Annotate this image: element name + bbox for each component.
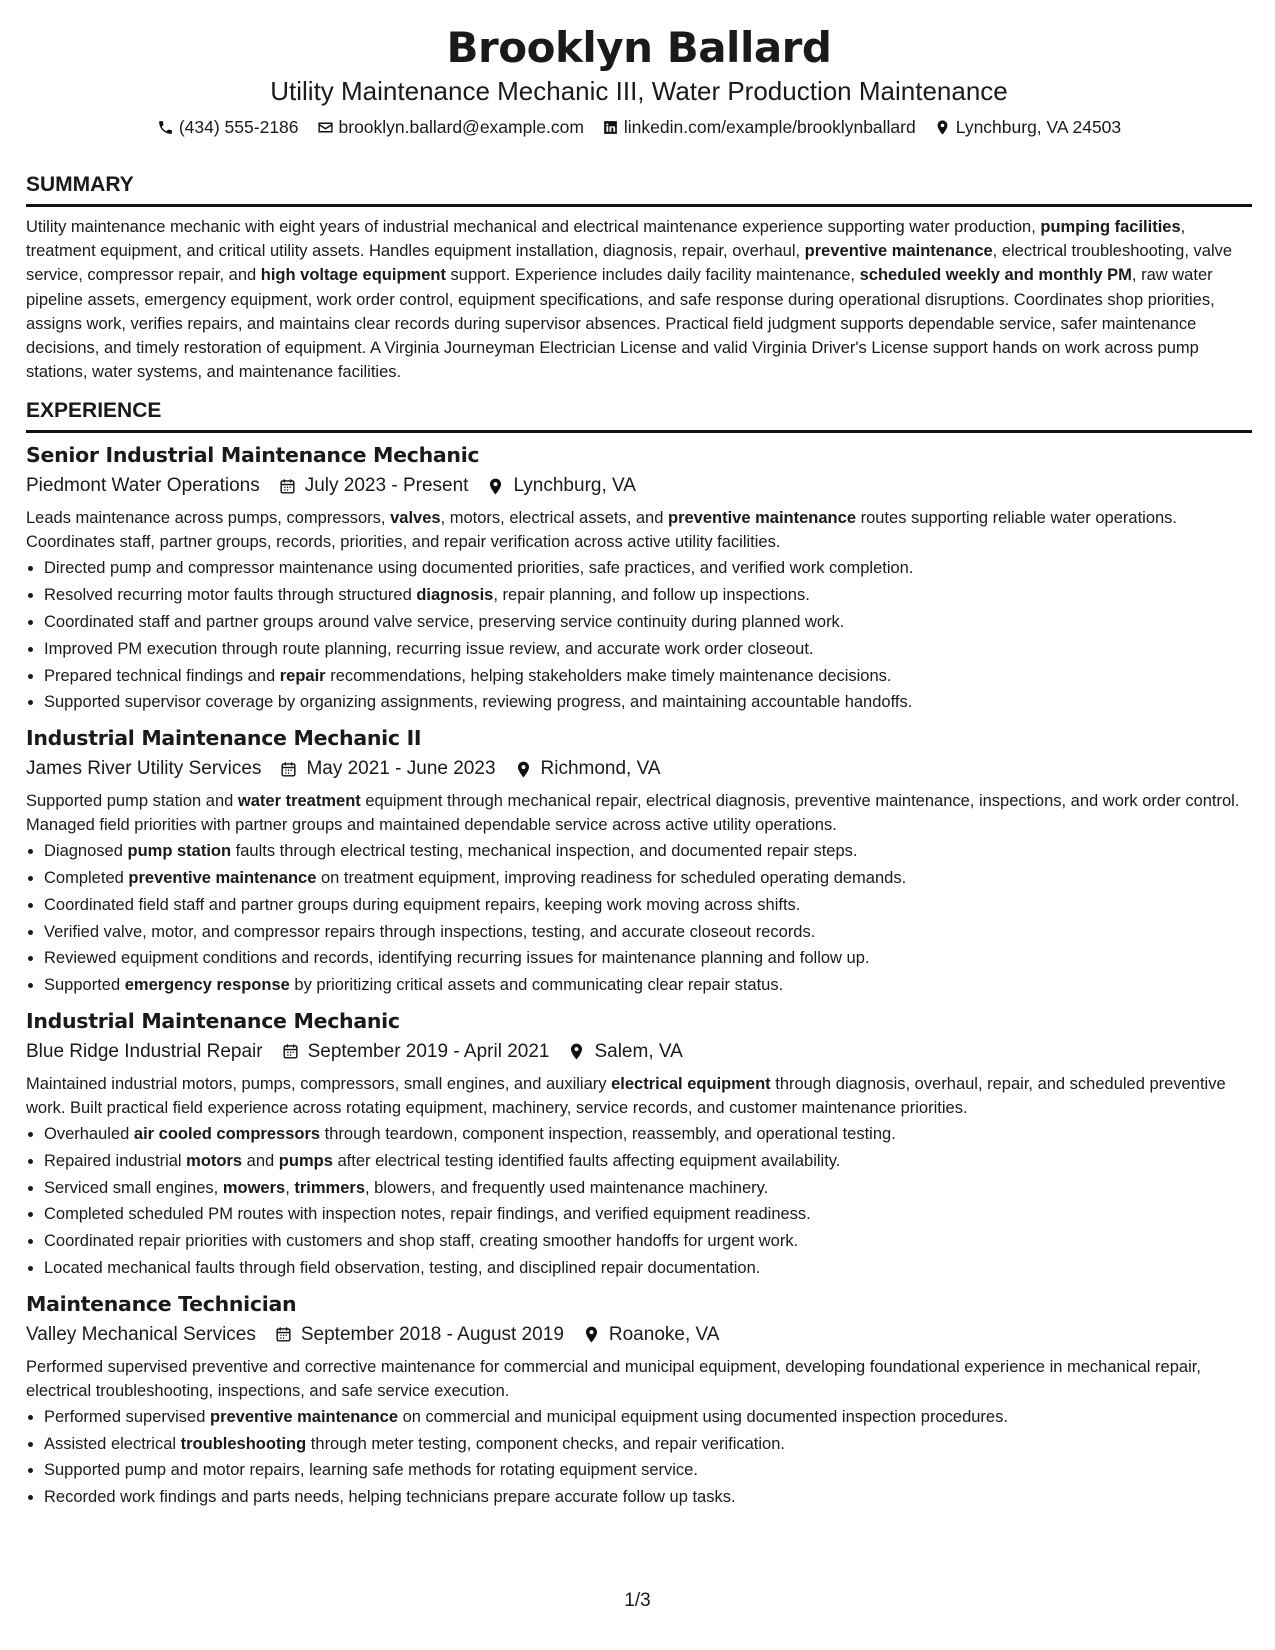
candidate-title: Utility Maintenance Mechanic III, Water Production Maintenance (270, 76, 1008, 106)
job-entry (26, 1290, 1252, 1511)
job-bullet: • Recorded work findings and parts needs, helping technicians prepare accurate follow up tasks. (44, 1484, 1252, 1511)
job-location-item (514, 755, 661, 783)
job-bullet: • Repaired industrial motors and pumps after electrical testing identified faults affecting equipment availability. (44, 1148, 1252, 1175)
job-dates: July 2023 - Present (304, 475, 469, 497)
job-title: Senior Industrial Maintenance Mechanic (26, 443, 480, 468)
job-entry (26, 724, 1252, 999)
linkedin-icon (602, 119, 619, 136)
bold-keyword: repair (279, 666, 326, 685)
job-company-item (26, 755, 261, 783)
job-bullet: • Completed preventive maintenance on treatment equipment, improving readiness for scheduled operating demands. (44, 865, 1252, 892)
envelope-icon (317, 119, 334, 136)
bold-keyword: high voltage equipment (260, 266, 446, 285)
location-text: Lynchburg, VA 24503 (955, 117, 1122, 137)
job-title: Industrial Maintenance Mechanic (26, 1008, 400, 1033)
map-pin-icon (514, 760, 533, 779)
job-description: Maintained industrial motors, pumps, compressors, small engines, and auxiliary electrical equipment through diagnosis, overhaul, repair, and scheduled preventive work. Built practical field experience across rotating equipment, machinery, service records, and customer maintenance priorities. (26, 1074, 1226, 1117)
job-company-item (26, 1038, 263, 1066)
job-company-item (26, 472, 260, 500)
job-bullet: • Located mechanical faults through field observation, testing, and disciplined repair documentation. (44, 1255, 1252, 1282)
experience-section (26, 398, 1252, 1511)
job-bullet: • Serviced small engines, mowers, trimmers, blowers, and frequently used maintenance machinery. (44, 1175, 1252, 1202)
job-dates-item (278, 472, 469, 500)
page-number: 1/3 (624, 1590, 651, 1611)
bold-keyword: air cooled compressors (133, 1124, 321, 1143)
bold-keyword: preventive maintenance (128, 869, 317, 887)
map-pin-icon (582, 1325, 601, 1344)
job-bullet: • Directed pump and compressor maintenance using documented priorities, safe practices, and verified work completion. (44, 555, 1252, 582)
email-link[interactable]: brooklyn.ballard@example.com (338, 117, 584, 137)
bold-keyword: preventive maintenance (668, 509, 856, 528)
job-bullet: • Coordinated field staff and partner groups during equipment repairs, keeping work moving across shifts. (44, 892, 1252, 919)
job-bullet: • Diagnosed pump station faults through electrical testing, mechanical inspection, and documented repair steps. (44, 838, 1252, 865)
job-company: Blue Ridge Industrial Repair (26, 1040, 263, 1062)
job-meta (26, 1038, 1252, 1066)
job-bullet: • Assisted electrical troubleshooting through meter testing, component checks, and repair verification. (44, 1431, 1252, 1458)
contact-bar (26, 116, 1252, 138)
job-location: Richmond, VA (540, 758, 661, 780)
job-bullet: • Resolved recurring motor faults through structured diagnosis, repair planning, and follow up inspections. (44, 582, 1252, 609)
map-pin-icon (567, 1042, 586, 1061)
bold-keyword: preventive maintenance (210, 1407, 398, 1426)
job-dates: May 2021 - June 2023 (306, 758, 496, 780)
job-location: Roanoke, VA (608, 1323, 720, 1345)
bold-keyword: mowers (222, 1178, 286, 1197)
job-bullets (26, 1121, 1252, 1282)
bold-keyword: trimmers (294, 1178, 365, 1197)
map-pin-icon (934, 119, 951, 136)
bold-keyword: preventive maintenance (804, 242, 993, 261)
bold-keyword: pump station (127, 842, 232, 861)
bold-keyword: electrical equipment (611, 1074, 771, 1093)
job-title: Industrial Maintenance Mechanic II (26, 726, 422, 751)
job-dates-item (274, 1321, 564, 1349)
contact-phone (157, 116, 299, 138)
summary-section (26, 172, 1252, 384)
job-title: Maintenance Technician (26, 1291, 297, 1316)
job-location-item (567, 1038, 682, 1066)
job-entry (26, 1007, 1252, 1282)
candidate-name: Brooklyn Ballard (446, 23, 832, 72)
bold-keyword: pumping facilities (1040, 218, 1181, 236)
job-company-item (26, 1321, 256, 1349)
job-bullets (26, 838, 1252, 999)
job-dates: September 2018 - August 2019 (300, 1323, 564, 1345)
calendar-icon (274, 1325, 293, 1344)
bold-keyword: water treatment (237, 792, 361, 811)
summary-heading: SUMMARY (26, 172, 1252, 207)
job-bullet: • Improved PM execution through route planning, recurring issue review, and accurate work order closeout. (44, 636, 1252, 663)
job-company: Piedmont Water Operations (26, 475, 260, 497)
job-meta (26, 1321, 1252, 1349)
calendar-icon (278, 477, 297, 496)
job-bullet: • Prepared technical findings and repair recommendations, helping stakeholders make timely maintenance decisions. (44, 663, 1252, 690)
calendar-icon (281, 1042, 300, 1061)
bold-keyword: valves (390, 509, 441, 528)
experience-heading: EXPERIENCE (26, 398, 1252, 433)
bold-keyword: scheduled weekly and monthly PM (859, 266, 1132, 285)
job-company: James River Utility Services (26, 758, 262, 780)
map-pin-icon (486, 477, 505, 496)
job-bullet: • Supported supervisor coverage by organizing assignments, reviewing progress, and maintaining accountable handoffs. (44, 689, 1252, 716)
job-dates: September 2019 - April 2021 (307, 1040, 550, 1062)
contact-email[interactable] (317, 116, 584, 138)
job-bullet: • Supported pump and motor repairs, learning safe methods for rotating equipment service. (44, 1457, 1252, 1484)
phone-text: (434) 555-2186 (178, 117, 299, 137)
job-entry (26, 441, 1252, 716)
job-location: Salem, VA (594, 1040, 683, 1062)
job-bullets (26, 1404, 1252, 1511)
job-bullet: • Performed supervised preventive maintenance on commercial and municipal equipment using documented inspection procedures. (44, 1404, 1252, 1431)
bold-keyword: diagnosis (416, 586, 494, 605)
job-description: Supported pump station and water treatment equipment through mechanical repair, electrical diagnosis, preventive maintenance, inspections, and work order control. Managed field priorities with partner groups and maintained dependable service across active utility operations. (26, 792, 1240, 835)
job-location-item (582, 1321, 720, 1349)
bold-keyword: pumps (278, 1151, 333, 1170)
job-dates-item (281, 1038, 550, 1066)
job-location: Lynchburg, VA (513, 475, 636, 497)
job-description: Leads maintenance across pumps, compressors, valves, motors, electrical assets, and preventive maintenance routes supporting reliable water operations. Coordinates staff, partner groups, records, priorities, and repair verification across active utility facilities. (26, 509, 1178, 552)
job-bullet: • Reviewed equipment conditions and records, identifying recurring issues for maintenance planning and follow up. (44, 945, 1252, 972)
job-bullet: • Supported emergency response by prioritizing critical assets and communicating clear repair status. (44, 972, 1252, 999)
contact-location (934, 116, 1121, 138)
phone-icon (157, 119, 174, 136)
job-bullet: • Coordinated repair priorities with customers and shop staff, creating smoother handoffs for urgent work. (44, 1228, 1252, 1255)
job-bullets (26, 555, 1252, 716)
job-bullet: • Coordinated staff and partner groups around valve service, preserving service continuity during planned work. (44, 609, 1252, 636)
job-bullet: • Overhauled air cooled compressors through teardown, component inspection, reassembly, and operational testing. (44, 1121, 1252, 1148)
bold-keyword: motors (186, 1151, 243, 1170)
bold-keyword: troubleshooting (180, 1434, 307, 1453)
job-meta (26, 472, 1252, 500)
job-list (26, 441, 1252, 1511)
summary-text: Utility maintenance mechanic with eight years of industrial mechanical and electrical maintenance experience supporting water production, pumping facilities, treatment equipment, and critical utility assets. Handles equipment installation, diagnosis, repair, overhaul, preventive maintenance, electrical troubleshooting, valve service, compressor repair, and high voltage equipment support. Experience includes daily facility maintenance, scheduled weekly and monthly PM, raw water pipeline assets, emergency equipment, work order control, equipment specifications, and safe response during operational disruptions. Coordinates shop priorities, assigns work, verifies repairs, and maintains clear records during supervisor absences. Practical field judgment supports dependable service, safer maintenance decisions, and timely restoration of equipment. A Virginia Journeyman Electrician License and valid Virginia Driver's License support hands on work across pump stations, water systems, and maintenance facilities. (26, 218, 1233, 382)
job-location-item (486, 472, 636, 500)
calendar-icon (279, 760, 298, 779)
job-bullet: • Verified valve, motor, and compressor repairs through inspections, testing, and accurate closeout records. (44, 919, 1252, 946)
job-company: Valley Mechanical Services (26, 1323, 256, 1345)
job-dates-item (279, 755, 495, 783)
resume-page (26, 22, 1252, 1511)
contact-linkedin[interactable] (602, 116, 916, 138)
job-bullet: • Completed scheduled PM routes with inspection notes, repair findings, and verified equipment readiness. (44, 1201, 1252, 1228)
job-description: Performed supervised preventive and corrective maintenance for commercial and municipal equipment, developing foundational experience in mechanical repair, electrical troubleshooting, inspections, and safe service execution. (26, 1357, 1201, 1400)
linkedin-link[interactable]: linkedin.com/example/brooklynballard (623, 117, 916, 137)
bold-keyword: emergency response (124, 976, 290, 995)
job-meta (26, 755, 1252, 783)
